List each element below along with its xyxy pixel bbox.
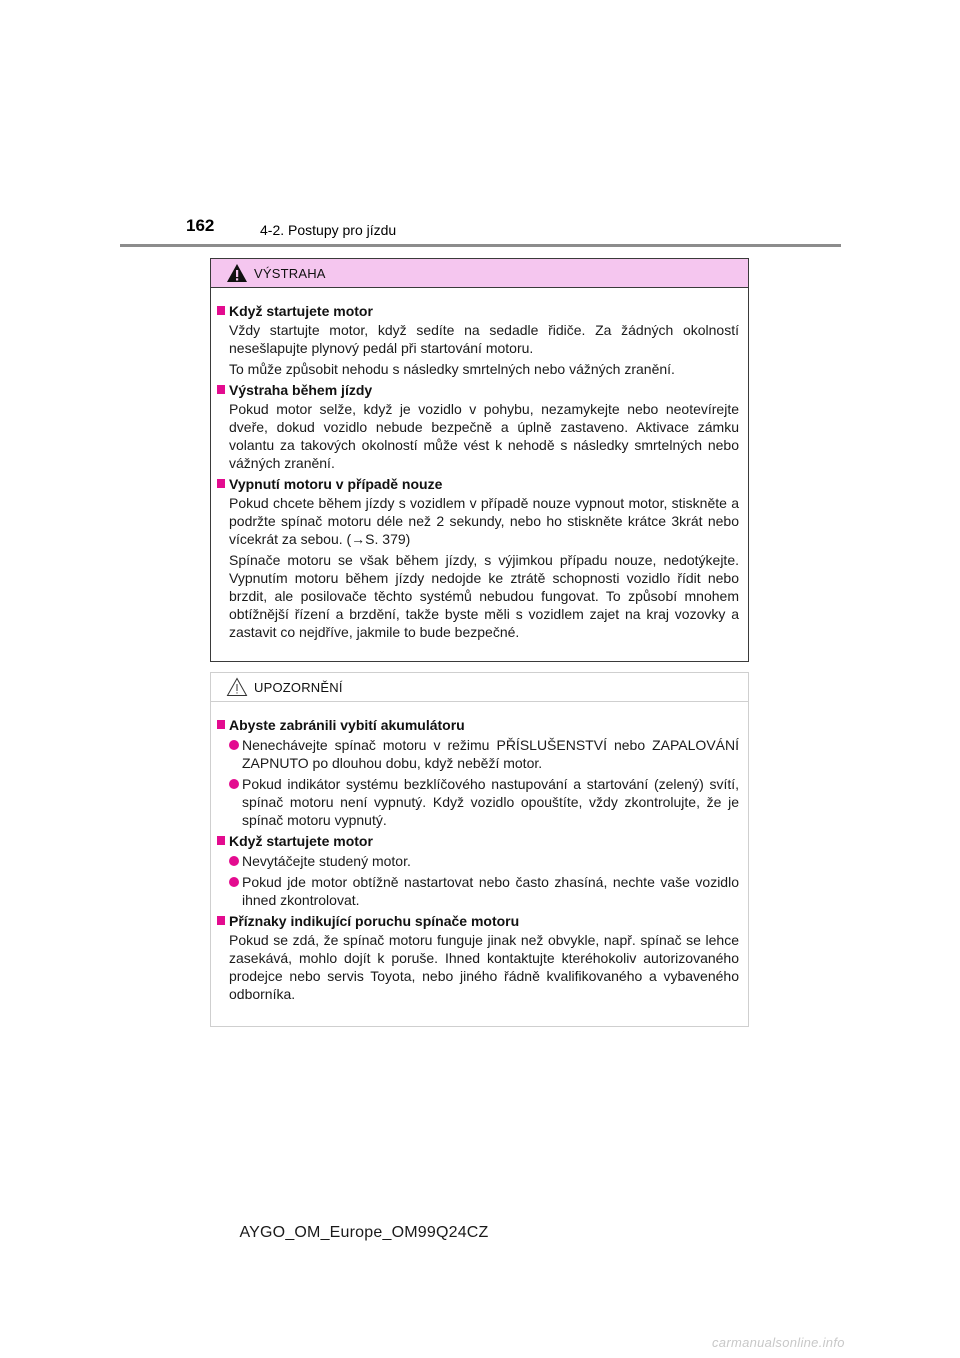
- notice-bullet: Nenechávejte spínač motoru v režimu PŘÍSLUŠENSTVÍ nebo ZAPALOVÁNÍ ZAPNUTO po dlouhou dobu, když neběží motor.: [229, 736, 739, 772]
- notice-item-title: Abyste zabránili vybití akumulátoru: [217, 716, 739, 734]
- square-bullet-icon: [217, 385, 225, 394]
- notice-paragraph: Pokud se zdá, že spínač motoru funguje jinak než obvykle, např. spínač se lehce zasekává, mohlo dojít k poruše. Ihned kontaktujte kteréhokoliv autorizovaného prodejce nebo servis Toyota, nebo jiného řádně kvalifikovaného a vybaveného odborníka.: [229, 932, 739, 1002]
- warning-body: [211, 288, 748, 641]
- warning-triangle-filled-icon: [226, 263, 248, 283]
- notice-box: [210, 672, 749, 1027]
- page-number: 162: [186, 216, 215, 235]
- warning-item-title: Výstraha během jízdy: [217, 381, 739, 399]
- square-bullet-icon: [217, 916, 225, 925]
- warning-label: VÝSTRAHA: [254, 266, 326, 281]
- notice-body: [211, 702, 748, 1003]
- notice-bullet: Pokud indikátor systému bezklíčového nastupování a startování (zelený) svítí, spínač motoru není vypnutý. Když vozidlo opouštíte, vždy zkontrolujte, že je spínač motoru vypnutý.: [229, 775, 739, 829]
- warning-paragraph: To může způsobit nehodu s následky smrtelných nebo vážných zranění.: [229, 361, 675, 377]
- round-bullet-icon: [229, 856, 239, 866]
- round-bullet-icon: [229, 740, 239, 750]
- square-bullet-icon: [217, 720, 225, 729]
- notice-triangle-outline-icon: [226, 677, 248, 697]
- watermark: carmanualsonline.info: [712, 1335, 845, 1350]
- round-bullet-icon: [229, 779, 239, 789]
- notice-bullet: Pokud jde motor obtížně nastartovat nebo často zhasíná, nechte vaše vozidlo ihned zkontrolovat.: [229, 873, 739, 909]
- section-title: 4-2. Postupy pro jízdu: [260, 222, 397, 238]
- warning-item-title: Vypnutí motoru v případě nouze: [217, 475, 739, 493]
- warning-box: [210, 258, 749, 662]
- notice-label: UPOZORNĚNÍ: [254, 680, 343, 695]
- warning-box-header: [211, 259, 748, 288]
- square-bullet-icon: [217, 836, 225, 845]
- notice-item-title: Když startujete motor: [217, 832, 739, 850]
- warning-paragraph: Pokud chcete během jízdy s vozidlem v případě nouze vypnout motor, stiskněte a podržte spínač motoru déle než 2 sekundy, nebo ho stiskněte krátce 3krát nebo vícekrát za sebou. (→S. 379): [229, 495, 739, 547]
- warning-paragraph: Vždy startujte motor, když sedíte na sedadle řidiče. Za žádných okolností nesešlapujte plynový pedál při startování motoru.: [229, 322, 739, 356]
- round-bullet-icon: [229, 877, 239, 887]
- document-code: AYGO_OM_Europe_OM99Q24CZ: [239, 1224, 489, 1241]
- notice-box-header: [211, 673, 748, 702]
- header-rule: [120, 244, 841, 247]
- square-bullet-icon: [217, 306, 225, 315]
- notice-item-title: Příznaky indikující poruchu spínače motoru: [217, 912, 739, 930]
- notice-bullet: Nevytáčejte studený motor.: [229, 852, 739, 870]
- warning-paragraph: Pokud motor selže, když je vozidlo v pohybu, nezamykejte nebo neotevírejte dveře, dokud vozidlo nebude bezpečně a úplně zastaveno. Aktivace zámku volantu za takových okolností může vést k nehodě s následky smrtelných nebo vážných zranění.: [229, 401, 739, 471]
- warning-paragraph: Spínače motoru se však během jízdy, s výjimkou případu nouze, nedotýkejte. Vypnutím motoru během jízdy nedojde ke ztrátě schopnosti vozidlo řídit nebo brzdit, ale posilovače těchto systémů nebudou fungovat. To způsobí mnohem obtížnější řízení a brzdění, takže byste měli s vozidlem zajet na kraj vozovky a zastavit co nejdříve, jakmile to bude bezpečné.: [229, 552, 739, 640]
- square-bullet-icon: [217, 479, 225, 488]
- warning-item-title: Když startujete motor: [217, 302, 739, 320]
